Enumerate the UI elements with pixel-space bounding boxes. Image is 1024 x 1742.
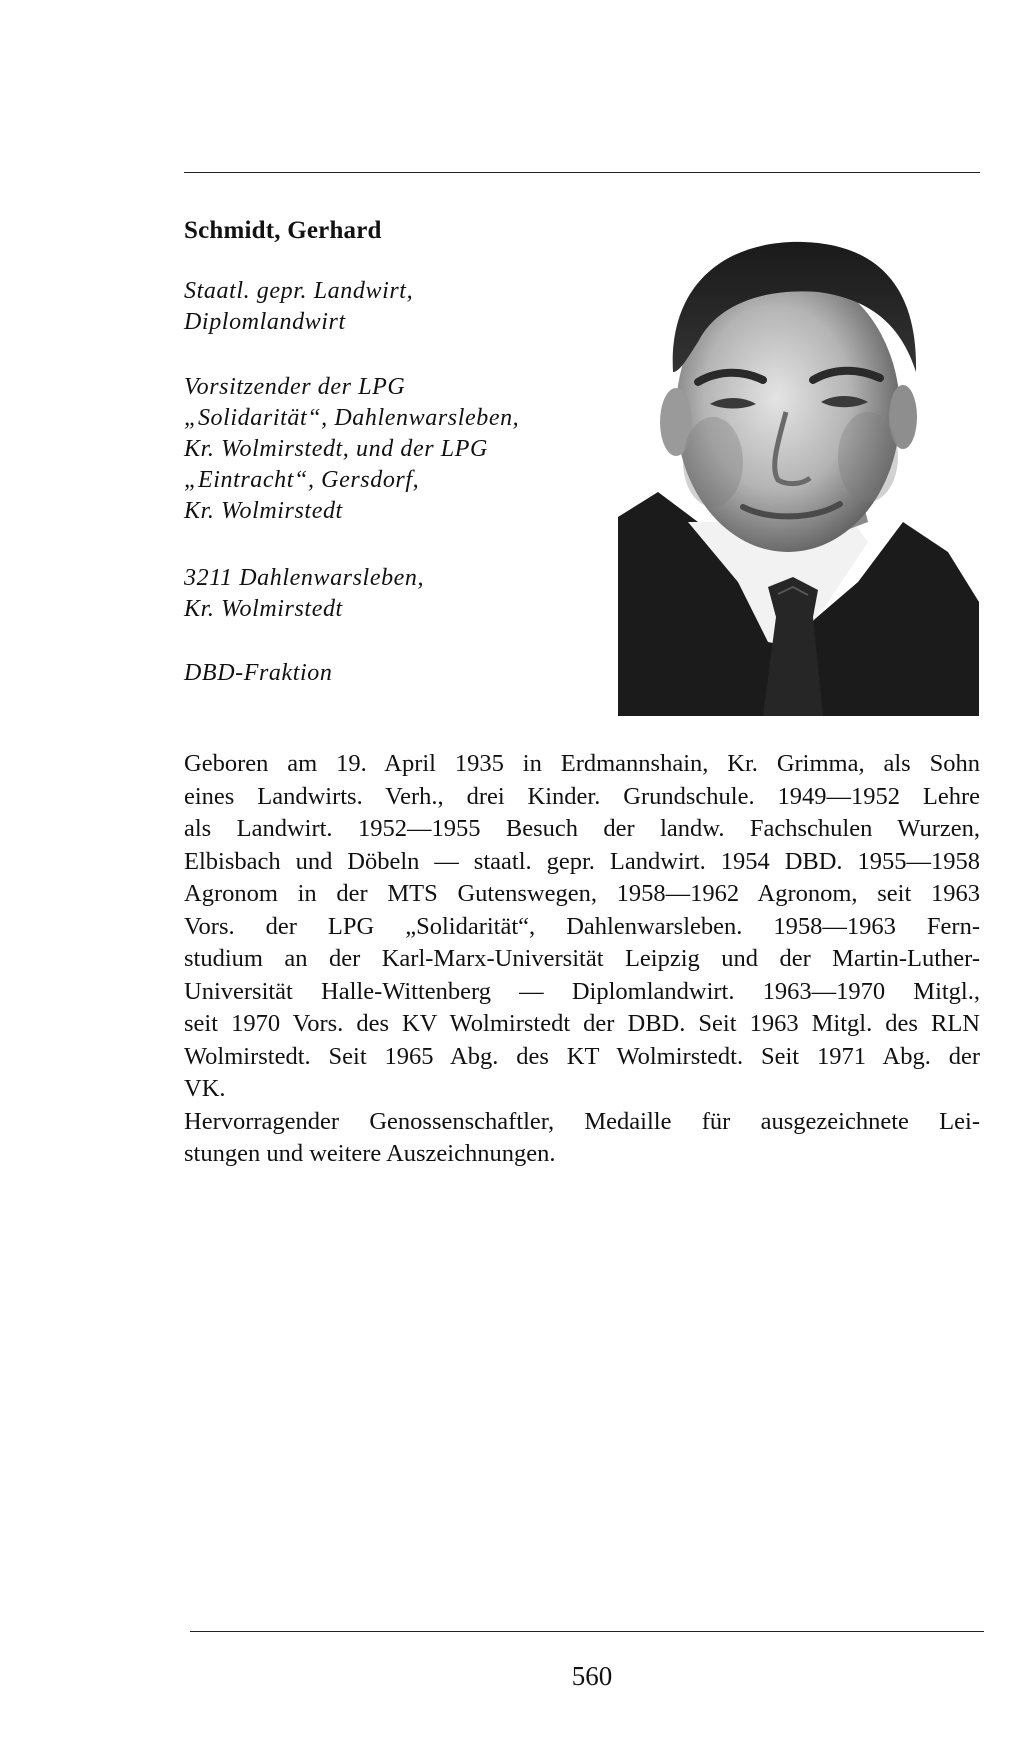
position-line: „Solidarität“, Dahlenwarsleben, bbox=[184, 405, 520, 431]
page-number: 560 bbox=[571, 1661, 613, 1691]
portrait-photo bbox=[618, 222, 979, 716]
biography-line: als Landwirt. 1952—1955 Besuch der landw. Fachschulen Wurzen, bbox=[184, 815, 980, 842]
position-line: Kr. Wolmirstedt bbox=[184, 498, 343, 524]
faction-label: DBD-Fraktion bbox=[184, 660, 333, 686]
biography-line: studium an der Karl-Marx-Universität Leipzig und der Martin-Luther- bbox=[184, 945, 980, 972]
biography-line: Elbisbach und Döbeln — staatl. gepr. Landwirt. 1954 DBD. 1955—1958 bbox=[184, 847, 980, 875]
biography-line: VK. bbox=[184, 1075, 226, 1102]
biography-line: Geboren am 19. April 1935 in Erdmannshain, Kr. Grimma, als Sohn bbox=[184, 750, 980, 777]
position-line: Vorsitzender der LPG bbox=[184, 374, 406, 400]
top-rule bbox=[184, 172, 980, 173]
biography bbox=[184, 748, 980, 1171]
biography-line: Agronom in der MTS Gutenswegen, 1958—1962 Agronom, seit 1963 bbox=[184, 880, 980, 907]
profession-line: Diplomlandwirt bbox=[184, 309, 346, 335]
awards-line: Hervorragender Genossenschaftler, Medaille für ausgezeichnete Lei- bbox=[184, 1107, 980, 1135]
profession-block bbox=[184, 276, 413, 338]
awards-line: stungen und weitere Auszeichnungen. bbox=[184, 1140, 556, 1167]
biography-line: Universität Halle-Wittenberg — Diplomlandwirt. 1963—1970 Mitgl., bbox=[184, 977, 980, 1005]
profession-line: Staatl. gepr. Landwirt, bbox=[184, 278, 414, 304]
bottom-rule bbox=[190, 1631, 984, 1632]
position-line: Kr. Wolmirstedt, und der LPG bbox=[184, 436, 488, 462]
biography-line: Wolmirstedt. Seit 1965 Abg. des KT Wolmirstedt. Seit 1971 Abg. der bbox=[184, 1042, 980, 1070]
person-name: Schmidt, Gerhard bbox=[184, 217, 382, 244]
biography-line: seit 1970 Vors. des KV Wolmirstedt der DBD. Seit 1963 Mitgl. des RLN bbox=[184, 1010, 980, 1037]
position-block bbox=[184, 372, 519, 527]
address-block bbox=[184, 563, 424, 625]
biography-line: eines Landwirts. Verh., drei Kinder. Grundschule. 1949—1952 Lehre bbox=[184, 782, 980, 810]
biography-line: Vors. der LPG „Solidarität“, Dahlenwarsleben. 1958—1963 Fern- bbox=[184, 912, 980, 940]
address-line: 3211 Dahlenwarsleben, bbox=[184, 565, 425, 591]
position-line: „Eintracht“, Gersdorf, bbox=[184, 467, 420, 493]
address-line: Kr. Wolmirstedt bbox=[184, 596, 343, 622]
